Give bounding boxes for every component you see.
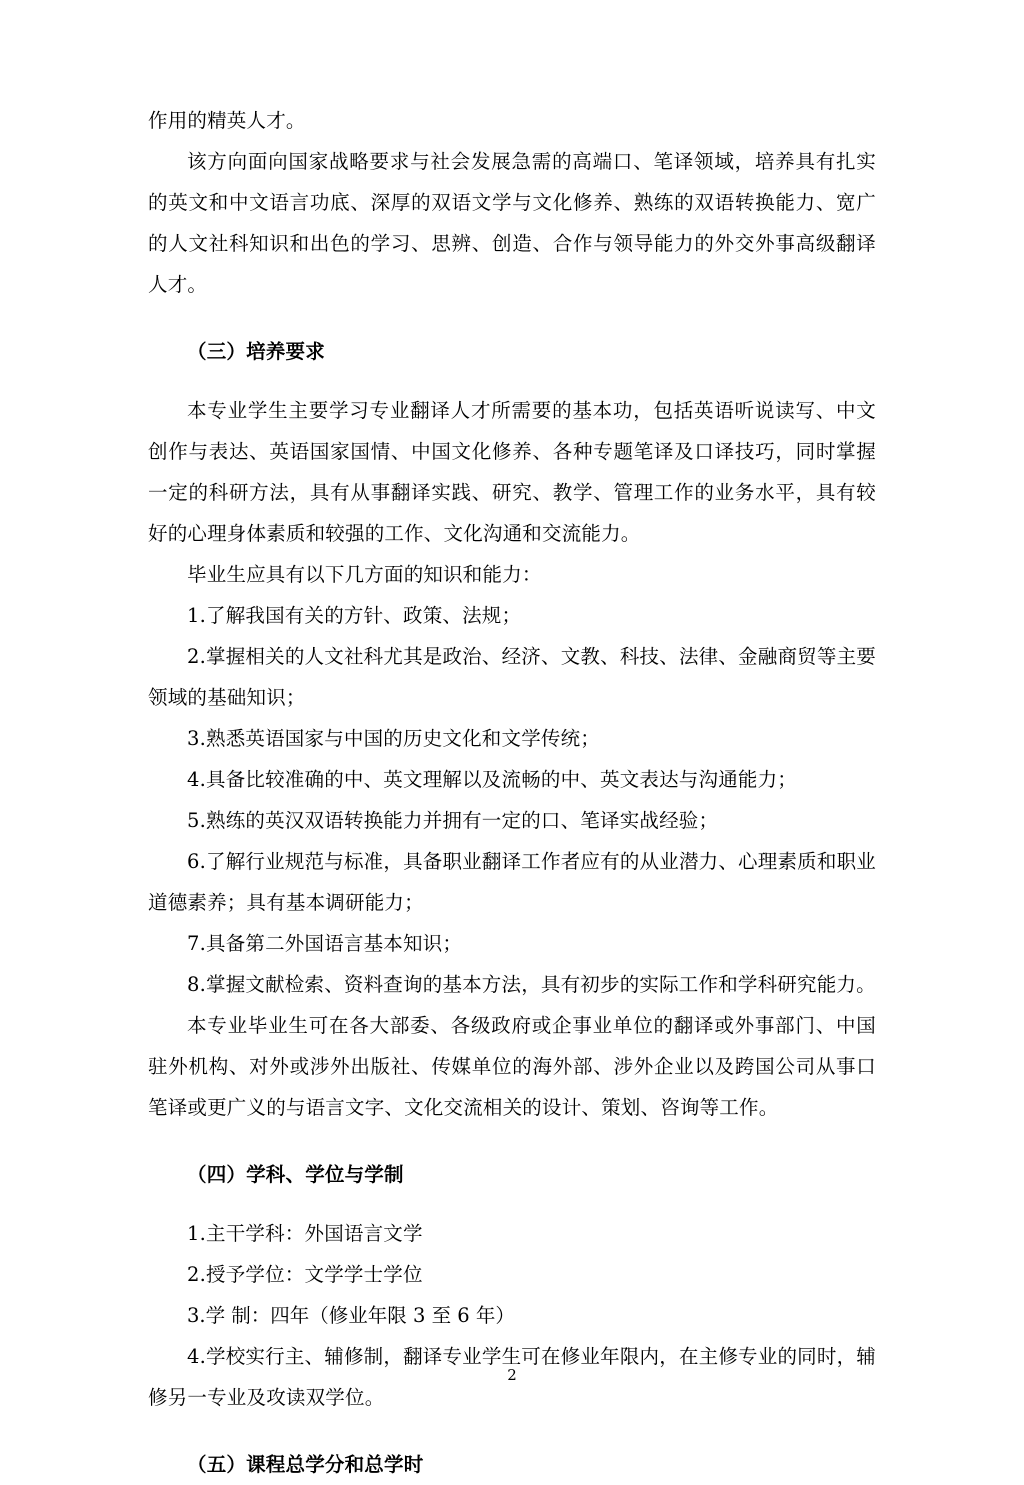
list-item: 2.授予学位：文学学士学位: [187, 1263, 423, 1286]
list-item: 5.熟练的英汉双语转换能力并拥有一定的口、笔译实战经验；: [187, 809, 719, 832]
paragraph-continuation: 作用的精英人才。: [148, 109, 306, 132]
list-item: 4.学校实行主、辅修制，翻译专业学生可在修业年限内，在主修专业的同时，辅修另一专业及攻读双学位。: [148, 1345, 876, 1409]
list-item: 2.掌握相关的人文社科尤其是政治、经济、文教、科技、法律、金融商贸等主要领域的基础知识；: [148, 645, 876, 709]
list-item: 4.具备比较准确的中、英文理解以及流畅的中、英文表达与沟通能力；: [187, 768, 798, 791]
list-item: 1.主干学科：外国语言文学: [187, 1222, 423, 1245]
section-heading-total-credits-hours: （五）课程总学分和总学时: [187, 1453, 424, 1476]
section-heading-training-requirements: （三）培养要求: [187, 340, 325, 363]
page-number: 2: [507, 1366, 517, 1384]
paragraph-employment: 本专业毕业生可在各大部委、各级政府或企事业单位的翻译或外事部门、中国驻外机构、对外或涉外出版社、传媒单位的海外部、涉外企业以及跨国公司从事口笔译或更广义的与语言文字、文化交流相关的设计、策划、咨询等工作。: [148, 1014, 876, 1119]
paragraph-core-skills: 本专业学生主要学习专业翻译人才所需要的基本功，包括英语听说读写、中文创作与表达、英语国家国情、中国文化修养、各种专题笔译及口译技巧，同时掌握一定的科研方法，具有从事翻译实践、研究、教学、管理工作的业务水平，具有较好的心理身体素质和较强的工作、文化沟通和交流能力。: [148, 399, 876, 545]
list-item: 7.具备第二外国语言基本知识；: [187, 932, 463, 955]
list-item: 8.掌握文献检索、资料查询的基本方法，具有初步的实际工作和学科研究能力。: [187, 973, 876, 996]
paragraph-program-direction: 该方向面向国家战略要求与社会发展急需的高端口、笔译领域，培养具有扎实的英文和中文语言功底、深厚的双语文学与文化修养、熟练的双语转换能力、宽广的人文社科知识和出色的学习、思辨、创造、合作与领导能力的外交外事高级翻译人才。: [148, 150, 876, 296]
list-item: 6.了解行业规范与标准，具备职业翻译工作者应有的从业潜力、心理素质和职业道德素养；具有基本调研能力；: [148, 850, 876, 914]
list-item: 3.熟悉英语国家与中国的历史文化和文学传统；: [187, 727, 601, 750]
document-body: [148, 100, 876, 1485]
section-heading-discipline-degree-system: （四）学科、学位与学制: [187, 1163, 404, 1186]
list-item: 1.了解我国有关的方针、政策、法规；: [187, 604, 522, 627]
list-item: 3.学 制：四年（修业年限 3 至 6 年）: [187, 1304, 515, 1327]
paragraph-graduate-abilities-intro: 毕业生应具有以下几方面的知识和能力：: [187, 563, 542, 586]
